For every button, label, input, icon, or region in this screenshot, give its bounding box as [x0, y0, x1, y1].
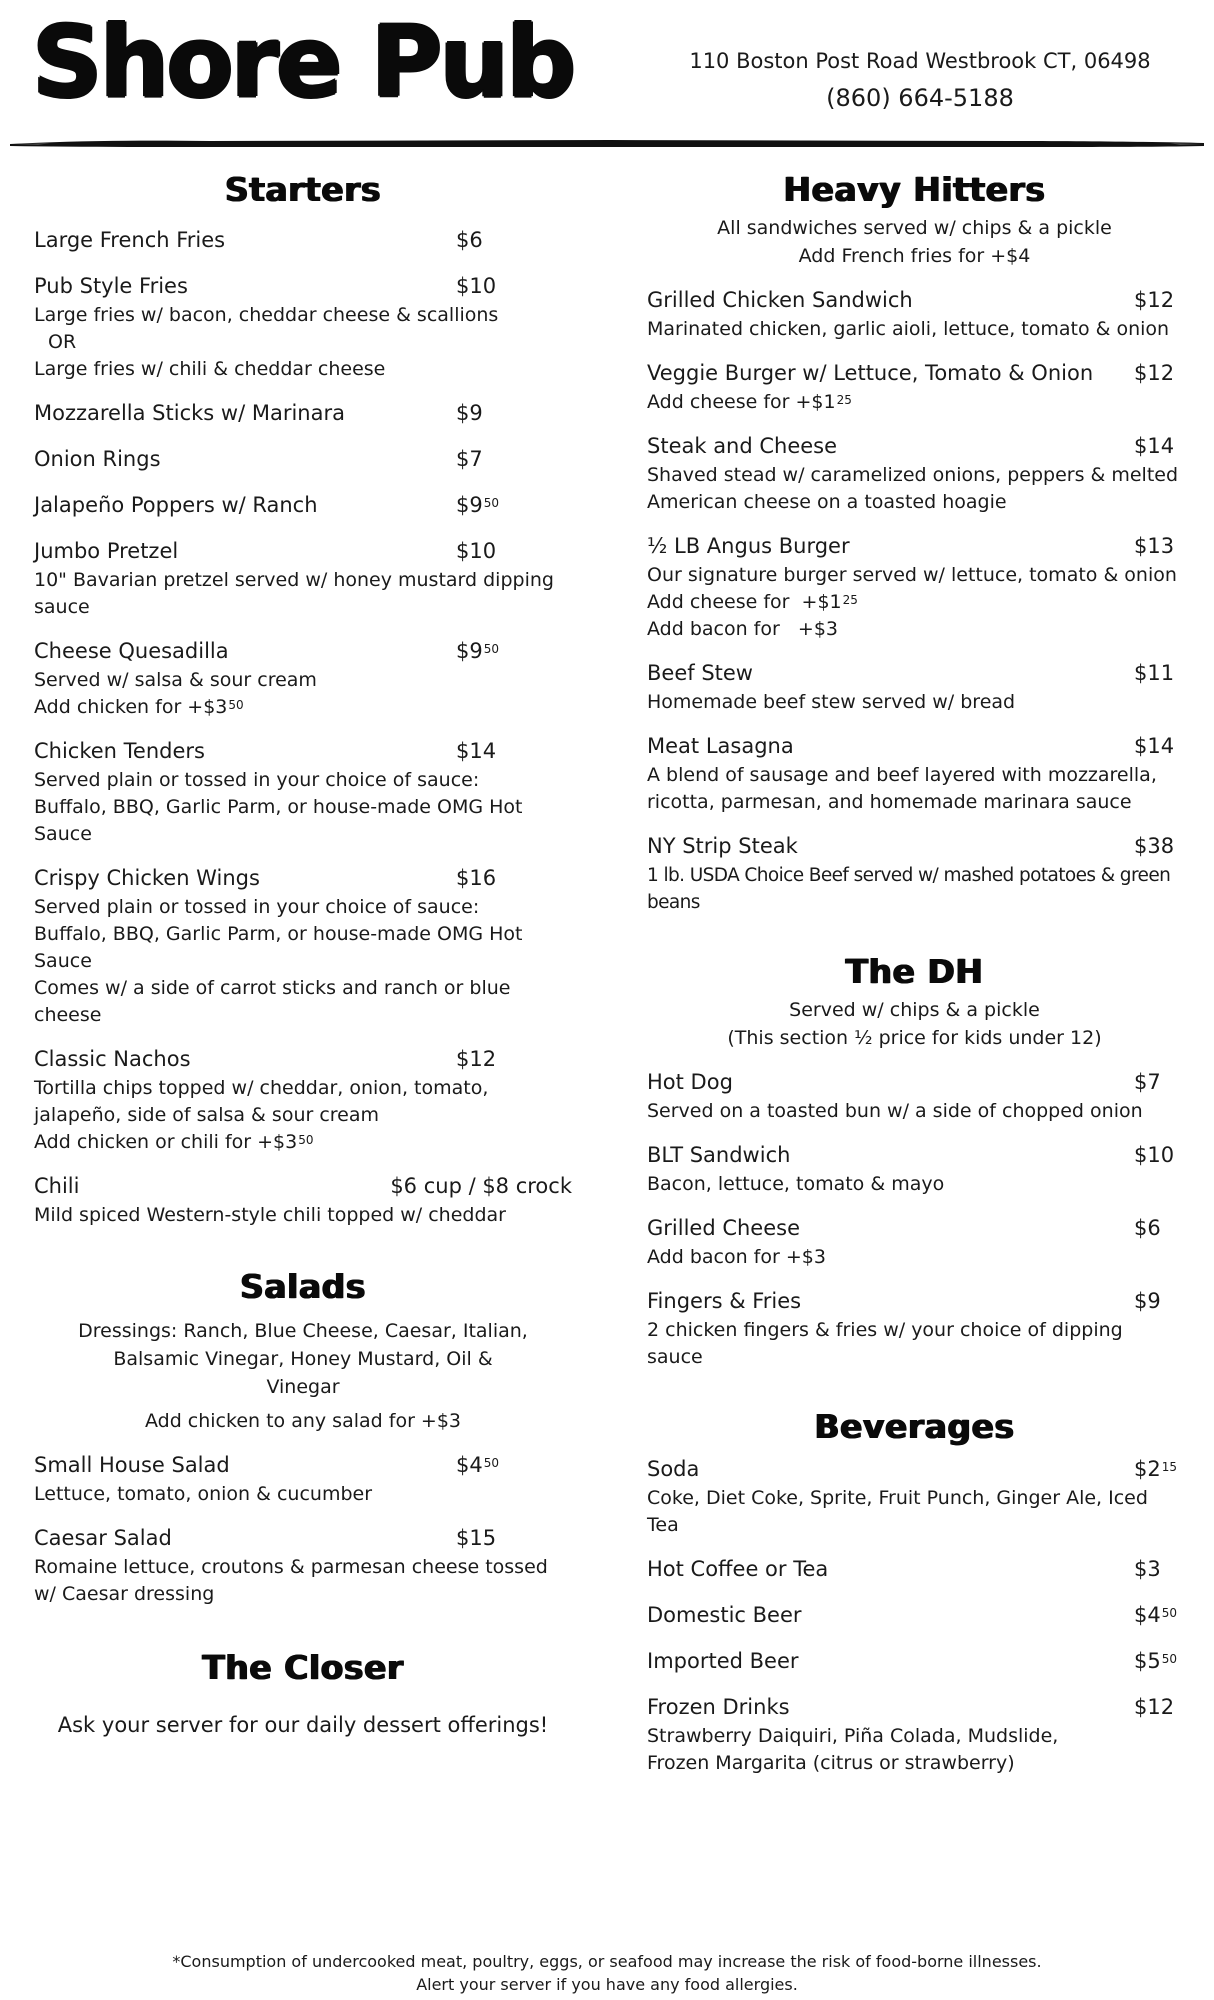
disclaimer-line-1: *Consumption of undercooked meat, poultry, eggs, or seafood may increase the risk of food-borne illnesses.: [172, 1952, 1042, 1971]
menu-item-name: Jumbo Pretzel: [34, 539, 179, 563]
menu-item-price: [456, 1450, 504, 1481]
menu-item-description: [647, 1244, 1182, 1271]
menu-item-price: [1134, 1067, 1182, 1098]
description-text: Served on a toasted bun w/ a side of chopped onion: [647, 1100, 1143, 1122]
price-amount: $12: [1134, 361, 1175, 385]
menu-item-price: [1134, 1140, 1182, 1171]
description-text: Served plain or tossed in your choice of sauce:: [34, 769, 480, 791]
price-amount: $7: [456, 447, 483, 471]
menu-item-description: [647, 589, 1182, 616]
menu-item-header: [647, 1213, 1182, 1244]
menu-item-description: [647, 562, 1182, 589]
menu-item-header: [647, 1067, 1182, 1098]
menu-item: [647, 1286, 1182, 1371]
price-amount: $16: [456, 866, 497, 890]
heavy-hitters-list: [647, 285, 1185, 916]
menu-item-header: [647, 358, 1182, 389]
description-text: Add bacon for +$3: [647, 1246, 826, 1268]
menu-item-price: [456, 271, 504, 302]
description-text: Served plain or tossed in your choice of sauce:: [34, 896, 480, 918]
price-cents: 15: [1161, 1460, 1178, 1474]
menu-item-name: Hot Coffee or Tea: [647, 1557, 829, 1581]
menu-item: [34, 490, 572, 521]
allergy-disclaimer: [0, 1950, 1214, 1996]
brush-divider: [10, 135, 1204, 151]
menu-item-header: [647, 1692, 1182, 1723]
description-text: Frozen Margarita (citrus or strawberry): [647, 1752, 1015, 1774]
menu-item-price: [1134, 531, 1182, 562]
menu-item-name: NY Strip Steak: [647, 834, 798, 858]
menu-item-header: [647, 731, 1182, 762]
menu-item-name: Domestic Beer: [647, 1603, 802, 1627]
menu-item-header: [647, 431, 1182, 462]
menu-item: [647, 1067, 1182, 1125]
price-amount: $4: [1134, 1603, 1161, 1627]
price-amount: $11: [1134, 661, 1175, 685]
menu-item-name: Grilled Cheese: [647, 1216, 801, 1240]
starters-list: [34, 225, 572, 1229]
menu-item: [34, 1044, 572, 1156]
description-text: Our signature burger served w/ lettuce, tomato & onion: [647, 564, 1177, 586]
description-text: 1 lb. USDA Choice Beef served w/ mashed potatoes & green beans: [647, 865, 1176, 913]
menu-item: [647, 1692, 1182, 1777]
price-cents: 50: [228, 698, 244, 712]
menu-item-description: [647, 689, 1182, 716]
menu-item-description: [34, 1554, 572, 1608]
menu-item-name: Grilled Chicken Sandwich: [647, 288, 913, 312]
price-amount: $10: [456, 539, 497, 563]
description-text: Add cheese for +$1: [647, 591, 842, 613]
menu-item-name: ½ LB Angus Burger: [647, 534, 850, 558]
menu-item: [647, 831, 1182, 916]
description-text: Homemade beef stew served w/ bread: [647, 691, 1016, 713]
price-cents: 50: [483, 642, 500, 656]
menu-item-price: [456, 1044, 504, 1075]
menu-item-description: [647, 462, 1185, 516]
section-title-salads: Salads: [240, 1267, 366, 1306]
heavy-hitters-fries-note: Add French fries for +$4: [798, 245, 1031, 267]
menu-item-name: Soda: [647, 1457, 700, 1481]
disclaimer-line-2: Alert your server if you have any food allergies.: [416, 1975, 798, 1994]
menu-item-description: [34, 921, 572, 975]
menu-item-description: [34, 975, 572, 1029]
description-text: Strawberry Daiquiri, Piña Colada, Mudslide,: [647, 1725, 1059, 1747]
menu-header: [0, 0, 1214, 150]
description-text: Buffalo, BBQ, Garlic Parm, or house-made OMG Hot Sauce: [34, 923, 529, 972]
price-cents: 50: [1161, 1652, 1178, 1666]
menu-item: [34, 398, 572, 429]
menu-item-header: [647, 1286, 1182, 1317]
price-cents: 50: [1161, 1606, 1178, 1620]
menu-item-name: Caesar Salad: [34, 1526, 172, 1550]
menu-item: [34, 271, 572, 383]
menu-item-header: [34, 536, 572, 567]
description-text: 10" Bavarian pretzel served w/ honey mustard dipping sauce: [34, 569, 561, 618]
menu-item-name: Onion Rings: [34, 447, 161, 471]
menu-item-header: [34, 736, 572, 767]
section-title-beverages: Beverages: [814, 1407, 1015, 1446]
menu-item: [647, 1140, 1182, 1198]
menu-item-header: [34, 490, 572, 521]
menu-item-price: [1134, 285, 1182, 316]
description-text: Served w/ salsa & sour cream: [34, 669, 317, 691]
menu-item-price: [1134, 658, 1182, 689]
menu-item: [34, 536, 572, 621]
section-title-closer: The Closer: [202, 1648, 404, 1687]
menu-item-price: [456, 863, 504, 894]
heavy-hitters-note: All sandwiches served w/ chips & a pickle: [717, 217, 1112, 239]
contact-info: [630, 46, 1210, 116]
price-cents: 50: [483, 1456, 500, 1470]
menu-item-description: [34, 302, 572, 329]
menu-item-name: Beef Stew: [647, 661, 753, 685]
menu-item-header: [34, 1450, 572, 1481]
menu-item-description: [34, 1129, 572, 1156]
price-amount: $9: [456, 639, 483, 663]
menu-item-description: [647, 389, 1182, 416]
price-amount: $12: [1134, 288, 1175, 312]
menu-item-header: [34, 863, 572, 894]
price-amount: $9: [456, 401, 483, 425]
menu-item-name: Veggie Burger w/ Lettuce, Tomato & Onion: [647, 361, 1094, 385]
menu-item-header: [34, 398, 572, 429]
price-amount: $14: [1134, 434, 1175, 458]
menu-item-description: [647, 1098, 1182, 1125]
restaurant-logo: Shore Pub: [32, 6, 574, 120]
price-amount: $6 cup / $8 crock: [390, 1174, 572, 1198]
description-text: OR: [48, 331, 77, 353]
menu-item-name: BLT Sandwich: [647, 1143, 791, 1167]
closer-section: [34, 1648, 572, 1740]
menu-item-header: [647, 531, 1182, 562]
menu-item: [34, 1171, 572, 1229]
description-text: Shaved stead w/ caramelized onions, peppers & melted American cheese on a toasted hoagie: [647, 464, 1185, 513]
menu-item: [647, 358, 1182, 416]
menu-item-price: [456, 225, 504, 256]
menu-item-name: Meat Lasagna: [647, 734, 794, 758]
price-amount: $4: [456, 1453, 483, 1477]
menu-item-price: [456, 736, 504, 767]
menu-item-description: [34, 794, 572, 848]
menu-item-price: [456, 1523, 504, 1554]
salads-dressings-note: Dressings: Ranch, Blue Cheese, Caesar, Italian, Balsamic Vinegar, Honey Mustard, Oil & Vinegar: [78, 1320, 528, 1398]
menu-item-name: Pub Style Fries: [34, 274, 188, 298]
menu-item-name: Imported Beer: [647, 1649, 799, 1673]
description-text: Tortilla chips topped w/ cheddar, onion, tomato, jalapeño, side of salsa & sour cream: [34, 1077, 495, 1126]
menu-item-description: [34, 1075, 572, 1129]
price-amount: $14: [456, 739, 497, 763]
price-amount: $38: [1134, 834, 1175, 858]
description-text: Add cheese for +$1: [647, 391, 836, 413]
description-text: Add bacon for +$3: [647, 618, 839, 640]
price-amount: $12: [1134, 1695, 1175, 1719]
menu-item-description: [34, 894, 572, 921]
menu-item-name: Frozen Drinks: [647, 1695, 790, 1719]
beverages-list: [647, 1454, 1182, 1777]
menu-item-description: [647, 616, 1182, 643]
menu-item-description: [34, 694, 572, 721]
right-column: [647, 170, 1185, 1777]
menu-item-header: [34, 1171, 572, 1202]
description-text: Large fries w/ chili & cheddar cheese: [34, 358, 386, 380]
menu-item-description: [647, 862, 1182, 916]
description-text: Buffalo, BBQ, Garlic Parm, or house-made OMG Hot Sauce: [34, 796, 529, 845]
menu-item: [647, 531, 1182, 643]
menu-item-description: [34, 567, 572, 621]
description-text: Comes w/ a side of carrot sticks and ranch or blue cheese: [34, 977, 517, 1026]
price-cents: 50: [298, 1133, 314, 1147]
section-title-dh: The DH: [845, 952, 984, 991]
menu-item-header: [647, 1554, 1182, 1585]
price-cents: 25: [836, 393, 852, 407]
price-amount: $7: [1134, 1070, 1161, 1094]
menu-item-description: [34, 1481, 572, 1508]
dh-list: [647, 1067, 1182, 1371]
menu-item-header: [647, 1600, 1182, 1631]
price-amount: $2: [1134, 1457, 1161, 1481]
menu-item: [647, 1554, 1182, 1585]
menu-item-header: [647, 658, 1182, 689]
description-text: Add chicken or chili for +$3: [34, 1131, 298, 1153]
menu-item-description: [647, 762, 1182, 816]
price-amount: $5: [1134, 1649, 1161, 1673]
price-amount: $6: [456, 228, 483, 252]
price-amount: $13: [1134, 534, 1175, 558]
menu-item-price: [1134, 1646, 1182, 1677]
menu-item-name: Jalapeño Poppers w/ Ranch: [34, 493, 318, 517]
price-amount: $14: [1134, 734, 1175, 758]
price-cents: 50: [483, 496, 500, 510]
description-text: Bacon, lettuce, tomato & mayo: [647, 1173, 945, 1195]
menu-item-price: [1134, 431, 1182, 462]
menu-item-header: [647, 1646, 1182, 1677]
description-text: Add chicken for +$3: [34, 696, 228, 718]
menu-item: [34, 1450, 572, 1508]
menu-item-header: [34, 1044, 572, 1075]
menu-item-header: [34, 1523, 572, 1554]
price-amount: $9: [456, 493, 483, 517]
price-amount: $3: [1134, 1557, 1161, 1581]
salads-add-chicken-note: Add chicken to any salad for +$3: [144, 1410, 462, 1432]
description-text: Coke, Diet Coke, Sprite, Fruit Punch, Ginger Ale, Iced Tea: [647, 1487, 1154, 1536]
menu-item-price: [456, 490, 504, 521]
menu-item-name: Fingers & Fries: [647, 1289, 802, 1313]
menu-item-header: [647, 285, 1182, 316]
menu-item-price: [390, 1171, 572, 1202]
menu-item-header: [647, 1454, 1182, 1485]
menu-item-description: [647, 1171, 1182, 1198]
menu-item-price: [1134, 731, 1182, 762]
menu-item-header: [647, 1140, 1182, 1171]
description-text: Romaine lettuce, croutons & parmesan cheese tossed w/ Caesar dressing: [34, 1556, 554, 1605]
salads-section: [34, 1267, 572, 1608]
menu-item-price: [456, 636, 504, 667]
menu-item-description: [34, 767, 572, 794]
price-amount: $6: [1134, 1216, 1161, 1240]
price-cents: 25: [842, 593, 858, 607]
menu-item-header: [34, 636, 572, 667]
menu-item-description: [647, 316, 1182, 343]
menu-item-header: [34, 444, 572, 475]
section-title-starters: Starters: [224, 170, 382, 209]
menu-item-price: [1134, 1286, 1182, 1317]
starters-section: [34, 170, 572, 1229]
phone-number: (860) 664-5188: [826, 84, 1014, 112]
menu-item-price: [1134, 1600, 1182, 1631]
menu-item-description: [34, 667, 572, 694]
menu-item: [647, 1646, 1182, 1677]
menu-item-price: [1134, 1554, 1182, 1585]
menu-item: [34, 444, 572, 475]
menu-item-description: [647, 1750, 1182, 1777]
menu-item: [647, 1454, 1182, 1539]
menu-item-header: [647, 831, 1182, 862]
menu-item: [647, 431, 1185, 516]
menu-item-price: [1134, 1454, 1182, 1485]
price-amount: $15: [456, 1526, 497, 1550]
menu-item-name: Small House Salad: [34, 1453, 230, 1477]
description-text: Large fries w/ bacon, cheddar cheese & scallions: [34, 304, 499, 326]
menu-item-name: Chili: [34, 1174, 80, 1198]
left-column: [34, 170, 572, 1740]
beverages-section: [647, 1407, 1182, 1777]
menu-item: [34, 225, 572, 256]
menu-item: [647, 1213, 1182, 1271]
menu-item-name: Hot Dog: [647, 1070, 733, 1094]
description-text: A blend of sausage and beef layered with mozzarella, ricotta, parmesan, and homemade marinara sauce: [647, 764, 1163, 813]
menu-item-price: [1134, 831, 1182, 862]
menu-item: [34, 863, 572, 1029]
menu-item: [647, 731, 1182, 816]
dh-note: Served w/ chips & a pickle: [789, 999, 1040, 1021]
menu-item-price: [1134, 1692, 1182, 1723]
section-title-heavy-hitters: Heavy Hitters: [783, 170, 1046, 209]
menu-item-name: Large French Fries: [34, 228, 226, 252]
dh-kids-note: (This section ½ price for kids under 12): [727, 1027, 1102, 1049]
menu-item-header: [34, 271, 572, 302]
price-amount: $12: [456, 1047, 497, 1071]
price-amount: $10: [1134, 1143, 1175, 1167]
price-amount: $10: [456, 274, 497, 298]
menu-item: [34, 736, 572, 848]
description-text: Marinated chicken, garlic aioli, lettuce, tomato & onion: [647, 318, 1170, 340]
menu-item: [647, 658, 1182, 716]
menu-item: [647, 285, 1182, 343]
menu-item-name: Crispy Chicken Wings: [34, 866, 260, 890]
menu-item-name: Classic Nachos: [34, 1047, 191, 1071]
menu-item-name: Chicken Tenders: [34, 739, 205, 763]
menu-item-price: [1134, 358, 1182, 389]
menu-item-description: [34, 356, 572, 383]
menu-item: [34, 636, 572, 721]
menu-item-description: [647, 1723, 1182, 1750]
menu-item-price: [456, 536, 504, 567]
menu-item-price: [456, 444, 504, 475]
salads-list: [34, 1450, 572, 1608]
price-amount: $9: [1134, 1289, 1161, 1313]
menu-item-description: [34, 329, 572, 356]
menu-item-name: Steak and Cheese: [647, 434, 838, 458]
description-text: 2 chicken fingers & fries w/ your choice of dipping sauce: [647, 1319, 1129, 1368]
address: 110 Boston Post Road Westbrook CT, 06498: [689, 49, 1151, 73]
description-text: Mild spiced Western-style chili topped w/ cheddar: [34, 1204, 506, 1226]
menu-item-description: [34, 1202, 572, 1229]
menu-item-description: [647, 1317, 1182, 1371]
description-text: Lettuce, tomato, onion & cucumber: [34, 1483, 373, 1505]
menu-item-description: [647, 1485, 1182, 1539]
menu-item-header: [34, 225, 572, 256]
menu-item: [647, 1600, 1182, 1631]
heavy-hitters-section: [647, 170, 1185, 916]
menu-item-name: Cheese Quesadilla: [34, 639, 229, 663]
menu-item-price: [456, 398, 504, 429]
dh-section: [647, 952, 1182, 1371]
menu-item-price: [1134, 1213, 1182, 1244]
menu-item: [34, 1523, 572, 1608]
menu-item-name: Mozzarella Sticks w/ Marinara: [34, 401, 345, 425]
closer-text: Ask your server for our daily dessert offerings!: [57, 1713, 549, 1737]
